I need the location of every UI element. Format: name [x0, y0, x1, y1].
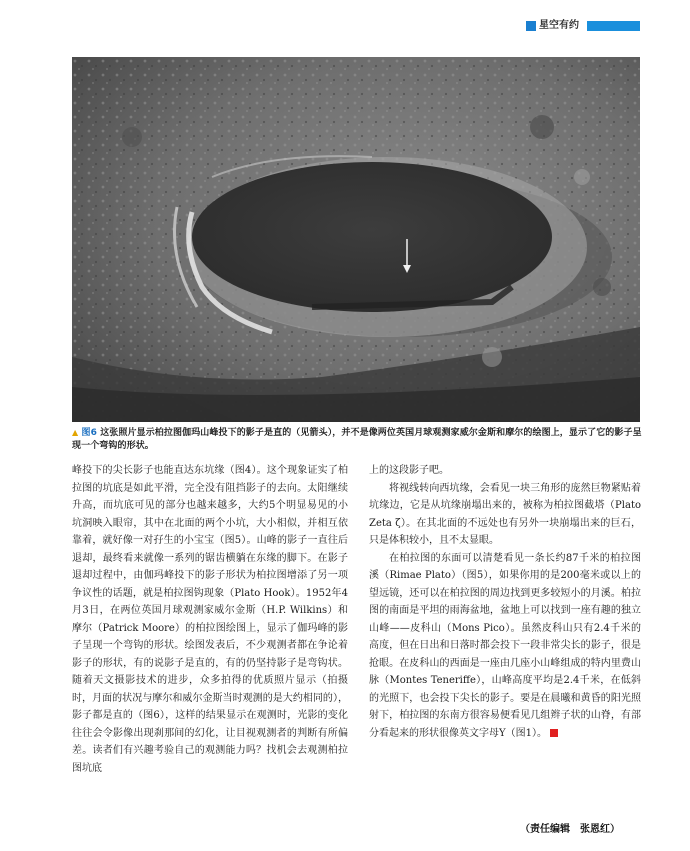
left-column: [72, 462, 348, 777]
crater-illustration: [72, 57, 640, 422]
header-bar: [587, 21, 640, 31]
right-paragraph-2: 将视线转向西坑缘，会看见一块三角形的庞然巨物紧贴着坑缘边，它是从坑缘崩塌出来的，被称为柏拉图截塔（Plato Zeta ζ）。在其北面的不远处也有另外一块崩塌出来的巨石，只是体积较小，且不太显眼。: [369, 482, 641, 546]
right-paragraph-1: 上的这段影子吧。: [369, 465, 449, 476]
figure-caption: [72, 426, 642, 453]
right-paragraph-3-text: 在柏拉图的东面可以清楚看见一条长约87千米的柏拉图溪（Rimae Plato）（图5），如果你用的是200毫米或以上的望远镜，还可以在柏拉图的周边找到更多较短小的月溪。柏拉图的南面是平坦的雨海盆地，盆地上可以找到一座有趣的独立山峰——皮科山（Mons Pico）。虽然皮科山只有2.4千米的高度，但在日出和日落时都会投下一段非常尖长的影子，很是抢眼。在皮科山的西面是一座由几座小山峰组成的特内里费山脉（Montes Teneriffe），山峰高度平均是2.4千米，在低斜的光照下，也会投下尖长的影子。要是在晨曦和黄昏的阳光照射下，柏拉图的东南方很容易便看见几组辫子状的山脊，有部分看起来的形状很像英文字母Y（图1）。: [369, 552, 641, 739]
section-header: [526, 20, 640, 34]
header-square: [526, 21, 536, 31]
editor-credit: （责任编辑 张恩红）: [520, 824, 620, 835]
left-paragraph-1: 峰投下的尖长影子也能直达东坑缘（图4）。这个现象证实了柏拉图的坑底是如此平滑，完全没有阻挡影子的去向。太阳继续升高，而坑底可见的部分也越来越多，大约5个明显易见的小坑洞映入眼帘，其中在北面的两个小坑，大小相似，并相互依靠着，就好像一对孖生的小宝宝（图5）。山峰的影子一直往后退却，最终看来就像一系列的锯齿横躺在东缘的脚下。在影子退却过程中，由伽玛峰投下的影子形状为柏拉图增添了另一项争议性的话题，就是柏拉图钩现象（Plato Hook）。1952年4月3日，在两位英国月球观测家威尔金斯（H.P. Wilkins）和摩尔（Patrick Moore）的柏拉图绘图上，显示了伽玛峰的影子呈现一个弯钩的形状。绘图发表后，不少观测者都在争论着影子的形状，有的说影子是直的，有的仍坚持影子是弯钩状。随着天文摄影技术的进步，众多拍得的优质照片显示（拍摄时，月面的状况与摩尔和威尔金斯当时观测的是大约相同的），影子都是直的（图6），这样的结果显示在观测时，光影的变化往往会令影像出现刹那间的幻化，让目视观测者的判断有所偏差。读者们有兴趣考验自己的观测能力吗？找机会去观测柏拉图坑底: [72, 465, 348, 774]
triangle-icon: ▲: [72, 428, 79, 437]
figure-number: 图6: [81, 428, 97, 438]
section-label: 星空有约: [539, 20, 579, 31]
moon-crater-photo: [72, 57, 640, 422]
right-paragraph-3: [369, 550, 641, 743]
caption-text: 这张照片显示柏拉图伽玛山峰投下的影子是直的（见箭头），并不是像两位英国月球观测家威尔金斯和摩尔的绘图上，显示了它的影子呈现一个弯钩的形状。: [72, 428, 642, 451]
end-mark-icon: [550, 729, 558, 737]
right-column: [369, 462, 641, 742]
